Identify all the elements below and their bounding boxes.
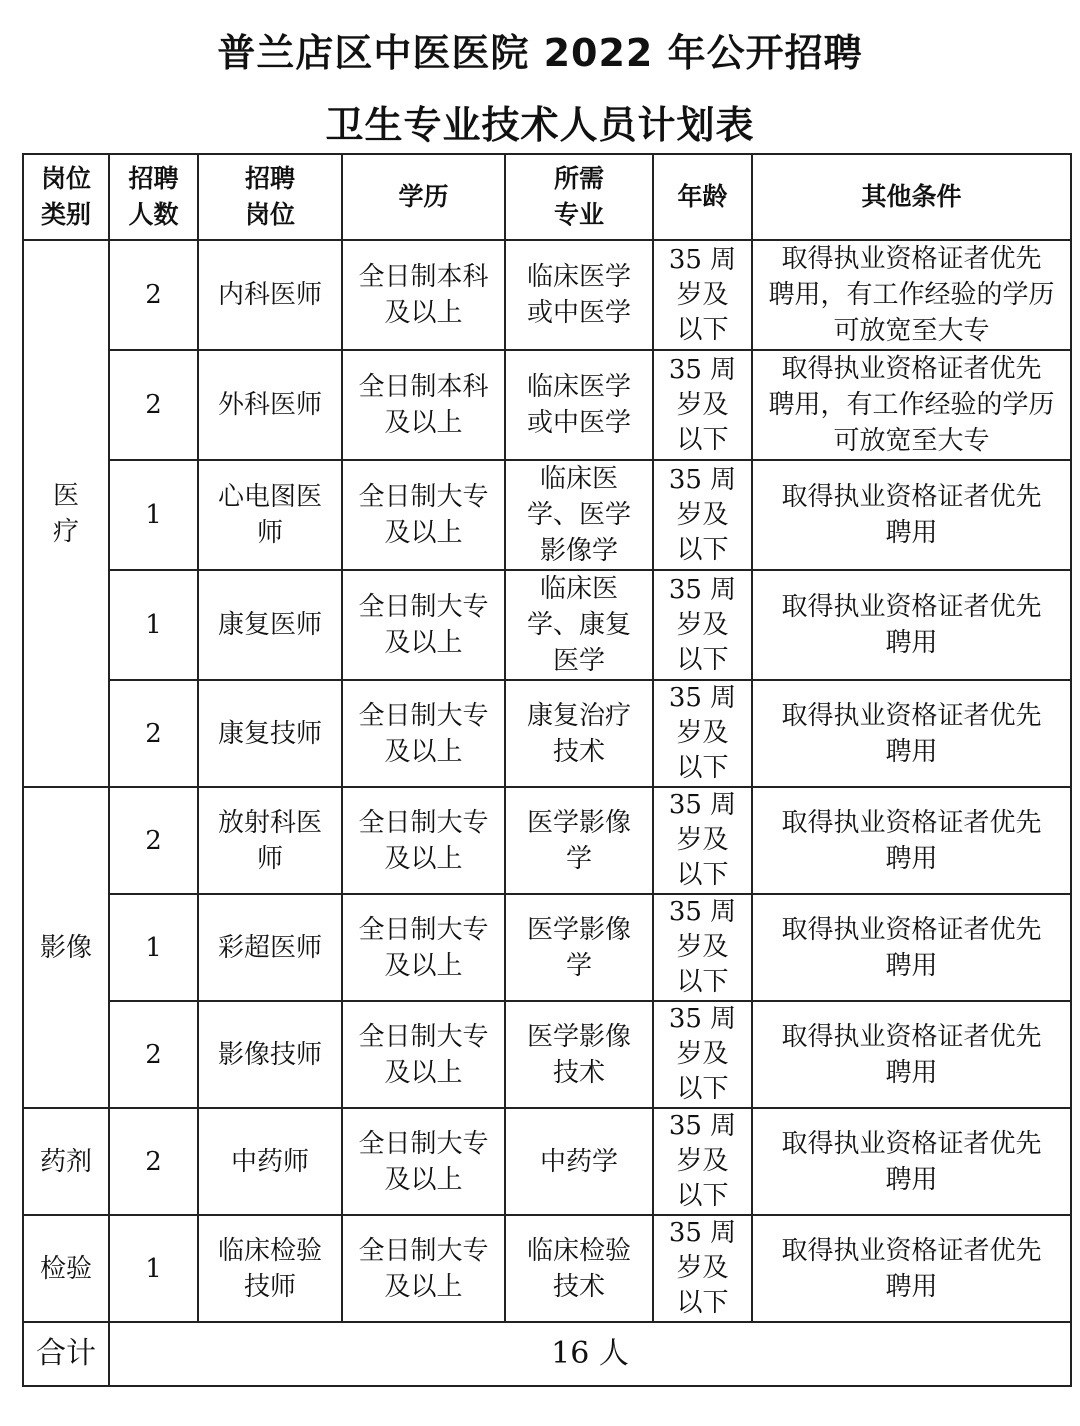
education-cell: 全日制大专 及以上 — [342, 570, 505, 680]
header-position: 招聘 岗位 — [198, 154, 342, 240]
education-cell: 全日制大专 及以上 — [342, 1001, 505, 1108]
major-cell: 医学影像 学 — [505, 894, 653, 1001]
age-cell: 35 周 岁及 以下 — [653, 1108, 752, 1215]
major-cell: 临床检验 技术 — [505, 1215, 653, 1322]
position-cell: 心电图医 师 — [198, 460, 342, 570]
count-cell: 1 — [109, 894, 198, 1001]
other-cell: 取得执业资格证者优先 聘用 — [752, 680, 1071, 787]
category-cell: 影像 — [23, 787, 109, 1108]
count-cell: 2 — [109, 240, 198, 350]
other-cell: 取得执业资格证者优先 聘用，有工作经验的学历 可放宽至大专 — [752, 350, 1071, 460]
count-cell: 2 — [109, 350, 198, 460]
table-row — [23, 1108, 1071, 1215]
education-cell: 全日制本科 及以上 — [342, 240, 505, 350]
category-cell: 药剂 — [23, 1108, 109, 1215]
age-cell: 35 周 岁及 以下 — [653, 1215, 752, 1322]
education-cell: 全日制本科 及以上 — [342, 350, 505, 460]
other-cell: 取得执业资格证者优先 聘用 — [752, 1215, 1071, 1322]
major-cell: 临床医 学、康复 医学 — [505, 570, 653, 680]
table-row — [23, 787, 1071, 894]
count-cell: 1 — [109, 1215, 198, 1322]
age-cell: 35 周 岁及 以下 — [653, 1001, 752, 1108]
age-cell: 35 周 岁及 以下 — [653, 894, 752, 1001]
position-cell: 放射科医 师 — [198, 787, 342, 894]
major-cell: 临床医学 或中医学 — [505, 240, 653, 350]
other-cell: 取得执业资格证者优先 聘用，有工作经验的学历 可放宽至大专 — [752, 240, 1071, 350]
count-cell: 2 — [109, 1108, 198, 1215]
position-cell: 内科医师 — [198, 240, 342, 350]
table-row — [23, 570, 1071, 680]
header-major: 所需 专业 — [505, 154, 653, 240]
education-cell: 全日制大专 及以上 — [342, 460, 505, 570]
recruitment-plan-table — [22, 153, 1072, 1387]
table-row — [23, 240, 1071, 350]
table-row — [23, 894, 1071, 1001]
category-cell: 检验 — [23, 1215, 109, 1322]
other-cell: 取得执业资格证者优先 聘用 — [752, 894, 1071, 1001]
other-cell: 取得执业资格证者优先 聘用 — [752, 787, 1071, 894]
other-cell: 取得执业资格证者优先 聘用 — [752, 460, 1071, 570]
age-cell: 35 周 岁及 以下 — [653, 350, 752, 460]
major-cell: 临床医 学、医学 影像学 — [505, 460, 653, 570]
category-cell: 医 疗 — [23, 240, 109, 787]
table-header-row — [23, 154, 1071, 240]
education-cell: 全日制大专 及以上 — [342, 1215, 505, 1322]
position-cell: 临床检验 技师 — [198, 1215, 342, 1322]
total-label: 合计 — [23, 1322, 109, 1386]
total-row — [23, 1322, 1071, 1386]
document-subtitle: 卫生专业技术人员计划表 — [325, 103, 755, 147]
other-cell: 取得执业资格证者优先 聘用 — [752, 1108, 1071, 1215]
table-row — [23, 680, 1071, 787]
count-cell: 2 — [109, 787, 198, 894]
other-cell: 取得执业资格证者优先 聘用 — [752, 570, 1071, 680]
education-cell: 全日制大专 及以上 — [342, 680, 505, 787]
age-cell: 35 周 岁及 以下 — [653, 460, 752, 570]
table-row — [23, 350, 1071, 460]
position-cell: 彩超医师 — [198, 894, 342, 1001]
major-cell: 医学影像 学 — [505, 787, 653, 894]
position-cell: 康复技师 — [198, 680, 342, 787]
document-title: 普兰店区中医医院 2022 年公开招聘 — [217, 31, 863, 75]
major-cell: 医学影像 技术 — [505, 1001, 653, 1108]
major-cell: 中药学 — [505, 1108, 653, 1215]
age-cell: 35 周 岁及 以下 — [653, 240, 752, 350]
count-cell: 1 — [109, 570, 198, 680]
total-value: 16 人 — [109, 1322, 1071, 1386]
position-cell: 中药师 — [198, 1108, 342, 1215]
table-row — [23, 1215, 1071, 1322]
education-cell: 全日制大专 及以上 — [342, 1108, 505, 1215]
education-cell: 全日制大专 及以上 — [342, 894, 505, 1001]
position-cell: 康复医师 — [198, 570, 342, 680]
table-row — [23, 1001, 1071, 1108]
header-count: 招聘 人数 — [109, 154, 198, 240]
major-cell: 康复治疗 技术 — [505, 680, 653, 787]
header-age: 年龄 — [653, 154, 752, 240]
major-cell: 临床医学 或中医学 — [505, 350, 653, 460]
position-cell: 外科医师 — [198, 350, 342, 460]
age-cell: 35 周 岁及 以下 — [653, 680, 752, 787]
header-category: 岗位 类别 — [23, 154, 109, 240]
count-cell: 2 — [109, 680, 198, 787]
other-cell: 取得执业资格证者优先 聘用 — [752, 1001, 1071, 1108]
header-other: 其他条件 — [752, 154, 1071, 240]
table-row — [23, 460, 1071, 570]
position-cell: 影像技师 — [198, 1001, 342, 1108]
education-cell: 全日制大专 及以上 — [342, 787, 505, 894]
header-education: 学历 — [342, 154, 505, 240]
age-cell: 35 周 岁及 以下 — [653, 787, 752, 894]
age-cell: 35 周 岁及 以下 — [653, 570, 752, 680]
count-cell: 2 — [109, 1001, 198, 1108]
count-cell: 1 — [109, 460, 198, 570]
